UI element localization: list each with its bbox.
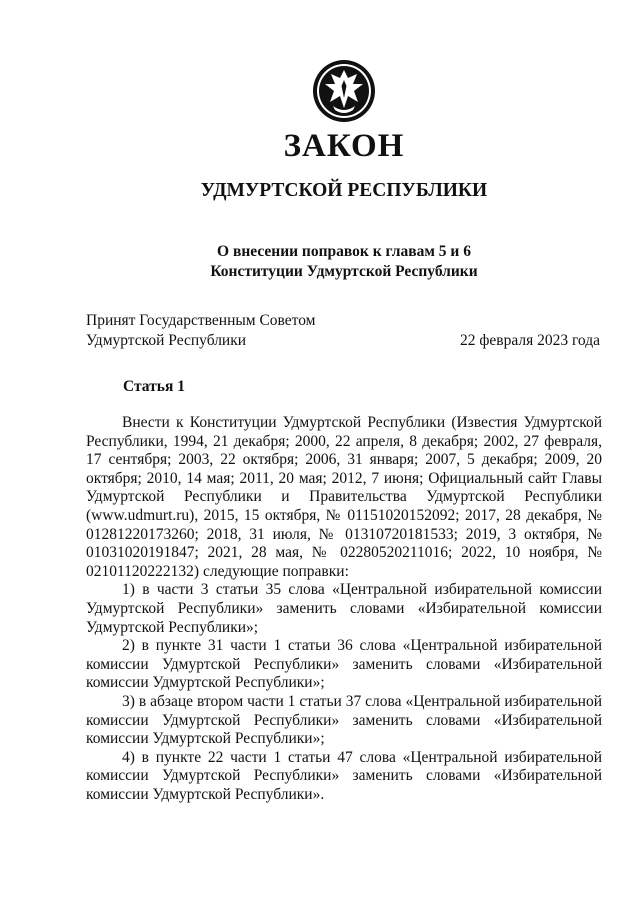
adoption-line-2: Удмуртской Республики xyxy=(86,332,247,349)
document-heading-line-2: Конституции Удмуртской Республики xyxy=(210,263,478,280)
document-heading xyxy=(0,242,640,282)
republic-subtitle: УДМУРТСКОЙ РЕСПУБЛИКИ xyxy=(200,180,488,201)
law-title: ЗАКОН xyxy=(283,128,405,164)
coat-of-arms-emblem xyxy=(311,58,377,124)
adoption-line-1: Принят Государственным Советом xyxy=(86,312,316,329)
amendment-item-3: 3) в абзаце втором части 1 статьи 37 слова «Центральной избирательной комиссии Удмуртской Республики» заменить словами «Избирательной комиссии Удмуртской Республики»; xyxy=(86,692,602,748)
adoption-statement xyxy=(86,311,316,351)
document-heading-line-1: О внесении поправок к главам 5 и 6 xyxy=(217,243,471,260)
article-heading: Статья 1 xyxy=(123,378,185,395)
article-body xyxy=(86,414,602,804)
amendment-item-2: 2) в пункте 31 части 1 статьи 36 слова «Центральной избирательной комиссии Удмуртской Республики» заменить словами «Избирательной комиссии Удмуртской Республики»; xyxy=(86,637,602,692)
amendment-item-4: 4) в пункте 22 части 1 статьи 47 слова «Центральной избирательной комиссии Удмуртской Республики» заменить словами «Избирательной комиссии Удмуртской Республики». xyxy=(86,748,602,803)
article-paragraph: Внести к Конституции Удмуртской Республики (Известия Удмуртской Республики, 1994, 21 декабря; 2000, 22 апреля, 8 декабря; 2002, 27 февраля, 17 сентября; 2003, 22 октября; 2006, 31 января; 2007, 5 декабря; 2009, 20 октября; 2010, 14 мая; 2011, 20 мая; 2012, 7 июня; Официальный сайт Главы Удмуртской Республики и Правительства Удмуртской Республики (www.udmurt.ru), 2015, 15 октября, № 01151020152092; 2017, 28 декабря, № 01281220173260; 2018, 31 июля, № 01310720181533; 2019, 3 октября, № 01031020191847; 2021, 28 мая, № 02280520211016; 2022, 10 ноября, № 02101120222132) следующие поправки: xyxy=(86,414,602,580)
amendment-item-1: 1) в части 3 статьи 35 слова «Центральной избирательной комиссии Удмуртской Республики» заменить словами «Избирательной комиссии Удмуртской Республики»; xyxy=(86,581,602,636)
adoption-date: 22 февраля 2023 года xyxy=(459,332,600,349)
